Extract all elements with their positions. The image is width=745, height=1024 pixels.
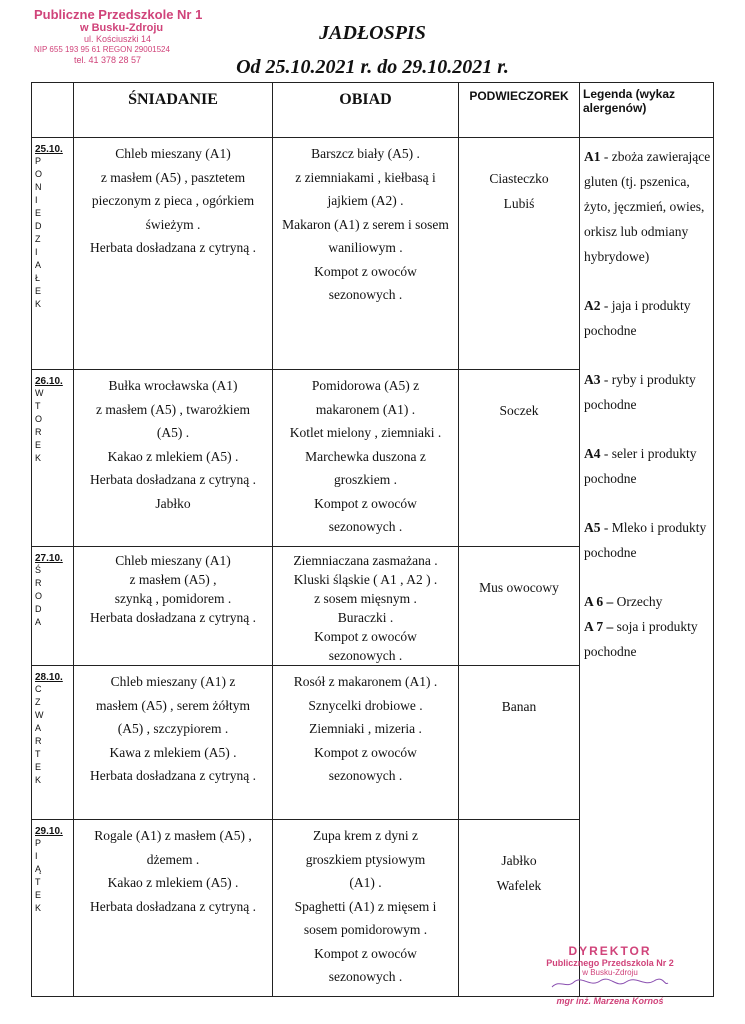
- lunch-cell: [273, 820, 459, 997]
- lunch-line: sezonowych .: [328, 768, 403, 783]
- legend-text: - Mleko i produkty pochodne: [584, 520, 707, 560]
- legend-spacer: [584, 565, 711, 589]
- lunch-line: groszkiem ptysiowym: [305, 851, 426, 867]
- lunch-line: Kompot z owoców: [314, 744, 417, 760]
- lunch-cell: [273, 370, 459, 547]
- snack-line: Ciasteczko: [489, 171, 549, 186]
- breakfast-line: Chleb mieszany (A1) z: [110, 674, 236, 689]
- breakfast-line: Herbata dosładzana z cytryną .: [89, 472, 257, 487]
- legend-code: A2: [584, 298, 601, 313]
- legend-code: A 7 –: [584, 619, 614, 634]
- snack-line: Soczek: [499, 403, 539, 418]
- stamp-street: ul. Kościuszki 14: [84, 34, 152, 44]
- legend-code: A1: [584, 149, 601, 164]
- lunch-line: Barszcz biały (A5) .: [311, 146, 420, 161]
- lunch-line: (A1) .: [349, 875, 382, 890]
- day-letter: E: [35, 762, 42, 772]
- lunch-line: sezonowych .: [328, 519, 403, 534]
- breakfast-cell: [74, 666, 273, 820]
- breakfast-line: Herbata dosładzana z cytryną .: [89, 898, 257, 914]
- lunch-line: Ziemniaki , mizeria .: [309, 721, 422, 736]
- breakfast-line: Rogale (A1) z masłem (A5) ,: [94, 828, 252, 843]
- day-cell: [32, 666, 74, 820]
- day-name: [35, 564, 73, 629]
- legend-item: [584, 144, 711, 269]
- day-letter: K: [35, 903, 42, 913]
- legend-item: [584, 441, 711, 491]
- legend-text: - ryby i produkty pochodne: [584, 372, 696, 412]
- lunch-line: Kotlet mielony , ziemniaki .: [289, 425, 442, 440]
- legend-text: - seler i produkty pochodne: [584, 446, 697, 486]
- lunch-line: Kompot z owoców: [314, 263, 417, 279]
- breakfast-line: szynką , pomidorem .: [114, 591, 232, 606]
- day-name: [35, 155, 73, 311]
- day-name: [35, 837, 73, 915]
- lunch-line: sezonowych .: [328, 287, 403, 302]
- breakfast-header: ŚNIADANIE: [74, 83, 273, 138]
- day-letter: R: [35, 427, 42, 437]
- day-header: [32, 83, 74, 138]
- snack-cell: [459, 547, 580, 666]
- breakfast-line: (A5) , szczypiorem .: [117, 721, 229, 736]
- lunch-line: sezonowych .: [328, 969, 403, 984]
- legend-item: [584, 515, 711, 565]
- legend-code: A5: [584, 520, 601, 535]
- day-letter: O: [35, 169, 43, 179]
- lunch-line: makaronem (A1) .: [315, 401, 416, 417]
- lunch-line: waniliowym .: [328, 240, 403, 255]
- legend-text: - jaja i produkty pochodne: [584, 298, 691, 338]
- lunch-line: Kompot z owoców: [314, 495, 417, 511]
- day-date: 25.10.: [35, 144, 63, 155]
- day-letter: K: [35, 299, 42, 309]
- legend-item: [584, 367, 711, 417]
- day-letter: P: [35, 838, 42, 848]
- breakfast-cell: [74, 547, 273, 666]
- snack-line: Lubiś: [503, 196, 535, 211]
- lunch-line: Buraczki .: [337, 610, 394, 625]
- lunch-line: z sosem mięsnym .: [314, 591, 417, 606]
- lunch-line: Makaron (A1) z serem i sosem: [282, 216, 449, 232]
- lunch-cell: [273, 138, 459, 370]
- lunch-line: jajkiem (A2) .: [327, 193, 404, 208]
- stamp-name: Publiczne Przedszkole Nr 1: [34, 7, 203, 22]
- lunch-line: z ziemniakami , kiełbasą i: [295, 169, 436, 185]
- day-cell: [32, 820, 74, 997]
- stamp-city: w Busku-Zdroju: [80, 22, 164, 34]
- lunch-line: sezonowych .: [328, 648, 403, 663]
- lunch-line: Zupa krem z dyni z: [313, 828, 418, 843]
- legend-spacer: [584, 491, 711, 515]
- snack-cell: [459, 138, 580, 370]
- breakfast-line: (A5) .: [156, 425, 190, 440]
- breakfast-line: Kakao z mlekiem (A5) .: [107, 448, 239, 464]
- day-date: 26.10.: [35, 376, 63, 387]
- snack-line: Jabłko: [501, 853, 537, 868]
- day-letter: O: [35, 414, 43, 424]
- day-letter: N: [35, 182, 42, 192]
- lunch-line: groszkiem .: [334, 472, 397, 487]
- stamp-phone: tel. 41 378 28 57: [74, 55, 142, 65]
- snack-line: Banan: [501, 699, 537, 714]
- breakfast-line: Herbata dosładzana z cytryną .: [89, 240, 257, 255]
- lunch-header: OBIAD: [273, 83, 459, 138]
- page-title: JADŁOSPIS: [319, 22, 426, 44]
- legend-text: Orzechy: [613, 594, 663, 609]
- day-letter: D: [35, 221, 42, 231]
- breakfast-line: Kawa z mlekiem (A5) .: [109, 744, 237, 760]
- day-letter: Z: [35, 697, 41, 707]
- legend-cell: [580, 138, 714, 997]
- legend-spacer: [584, 343, 711, 367]
- lunch-line: Marchewka duszona z: [305, 448, 426, 464]
- day-cell: [32, 370, 74, 547]
- day-letter: A: [35, 617, 42, 627]
- day-letter: E: [35, 440, 42, 450]
- lunch-line: sosem pomidorowym .: [303, 922, 428, 937]
- breakfast-line: pieczonym z pieca , ogórkiem: [91, 193, 255, 208]
- date-range: Od 25.10.2021 r. do 29.10.2021 r.: [236, 56, 509, 78]
- day-date: 28.10.: [35, 672, 63, 683]
- day-letter: T: [35, 877, 41, 887]
- snack-line: Wafelek: [496, 878, 542, 893]
- breakfast-line: dżemem .: [146, 851, 200, 867]
- breakfast-cell: [74, 820, 273, 997]
- breakfast-line: Kakao z mlekiem (A5) .: [107, 875, 239, 890]
- legend-spacer: [584, 269, 711, 293]
- breakfast-line: Chleb mieszany (A1): [115, 553, 231, 568]
- breakfast-line: Bułka wrocławska (A1): [108, 378, 238, 393]
- day-letter: W: [35, 710, 44, 720]
- day-letter: E: [35, 286, 42, 296]
- legend-spacer: [584, 417, 711, 441]
- day-letter: I: [35, 195, 38, 205]
- day-name: [35, 683, 73, 787]
- day-letter: W: [35, 388, 44, 398]
- day-letter: I: [35, 851, 38, 861]
- snack-cell: [459, 666, 580, 820]
- day-letter: Z: [35, 234, 41, 244]
- day-letter: Ł: [35, 273, 41, 283]
- day-letter: P: [35, 156, 42, 166]
- lunch-line: Pomidorowa (A5) z: [311, 378, 420, 393]
- day-row: [32, 138, 714, 370]
- breakfast-line: świeżym .: [145, 216, 201, 232]
- legend-header: Legenda (wykaz alergenów): [580, 83, 714, 138]
- legend-item: [584, 589, 711, 614]
- day-letter: Ś: [35, 565, 42, 575]
- day-letter: A: [35, 723, 42, 733]
- day-letter: C: [35, 684, 42, 694]
- day-date: 29.10.: [35, 826, 63, 837]
- day-cell: [32, 138, 74, 370]
- legend-text: - zboża zawierające gluten (tj. pszenica, żyto, jęczmień, owies, orkisz lub odmiany hybrydowe): [584, 149, 711, 264]
- menu-body: [32, 138, 714, 997]
- breakfast-cell: [74, 370, 273, 547]
- lunch-line: Spaghetti (A1) z mięsem i: [294, 898, 437, 914]
- lunch-line: Ziemniaczana zasmażana .: [293, 553, 438, 568]
- snack-header: PODWIECZOREK: [459, 83, 580, 138]
- day-date: 27.10.: [35, 553, 63, 564]
- lunch-line: Rosół z makaronem (A1) .: [293, 674, 438, 689]
- day-name: [35, 387, 73, 465]
- director-signature: [520, 944, 700, 1007]
- breakfast-line: z masłem (A5) ,: [129, 572, 217, 587]
- day-letter: A: [35, 260, 42, 270]
- lunch-line: Kompot z owoców: [314, 945, 417, 961]
- breakfast-line: z masłem (A5) , twarożkiem: [95, 401, 251, 417]
- day-letter: R: [35, 736, 42, 746]
- breakfast-line: Jabłko: [155, 495, 191, 511]
- lunch-line: Kompot z owoców: [314, 629, 417, 644]
- legend-code: A 6 –: [584, 594, 614, 609]
- day-letter: K: [35, 453, 42, 463]
- breakfast-line: Herbata dosładzana z cytryną .: [89, 768, 257, 783]
- day-cell: [32, 547, 74, 666]
- day-letter: T: [35, 401, 41, 411]
- day-letter: E: [35, 890, 42, 900]
- legend-text: soja i produkty pochodne: [584, 619, 698, 659]
- signature-org: Publicznego Przedszkola Nr 2: [546, 958, 674, 968]
- lunch-cell: [273, 666, 459, 820]
- signature-title: DYREKTOR: [568, 944, 652, 958]
- breakfast-cell: [74, 138, 273, 370]
- lunch-line: Kluski śląskie ( A1 , A2 ) .: [293, 572, 438, 587]
- legend-code: A3: [584, 372, 601, 387]
- breakfast-line: masłem (A5) , serem żółtym: [95, 697, 251, 713]
- day-letter: Ą: [35, 864, 42, 874]
- day-letter: T: [35, 749, 41, 759]
- stamp-ids: NIP 655 193 95 61 REGON 29001524: [34, 45, 170, 54]
- day-letter: D: [35, 604, 42, 614]
- signature-name: mgr inż. Marzena Kornoś: [556, 996, 664, 1006]
- day-letter: I: [35, 247, 38, 257]
- menu-table: [31, 82, 714, 997]
- legend-code: A4: [584, 446, 601, 461]
- header-row: [32, 83, 714, 138]
- breakfast-line: z masłem (A5) , pasztetem: [100, 169, 246, 185]
- day-letter: E: [35, 208, 42, 218]
- handwritten-signature: [550, 978, 670, 990]
- snack-cell: [459, 370, 580, 547]
- day-letter: O: [35, 591, 43, 601]
- legend-item: [584, 614, 711, 664]
- day-letter: R: [35, 578, 42, 588]
- day-letter: K: [35, 775, 42, 785]
- legend-item: [584, 293, 711, 343]
- lunch-line: Sznycelki drobiowe .: [308, 697, 423, 713]
- breakfast-line: Chleb mieszany (A1): [115, 146, 231, 161]
- snack-line: Mus owocowy: [479, 580, 559, 595]
- lunch-cell: [273, 547, 459, 666]
- breakfast-line: Herbata dosładzana z cytryną .: [89, 610, 257, 625]
- signature-city: w Busku-Zdroju: [582, 968, 638, 977]
